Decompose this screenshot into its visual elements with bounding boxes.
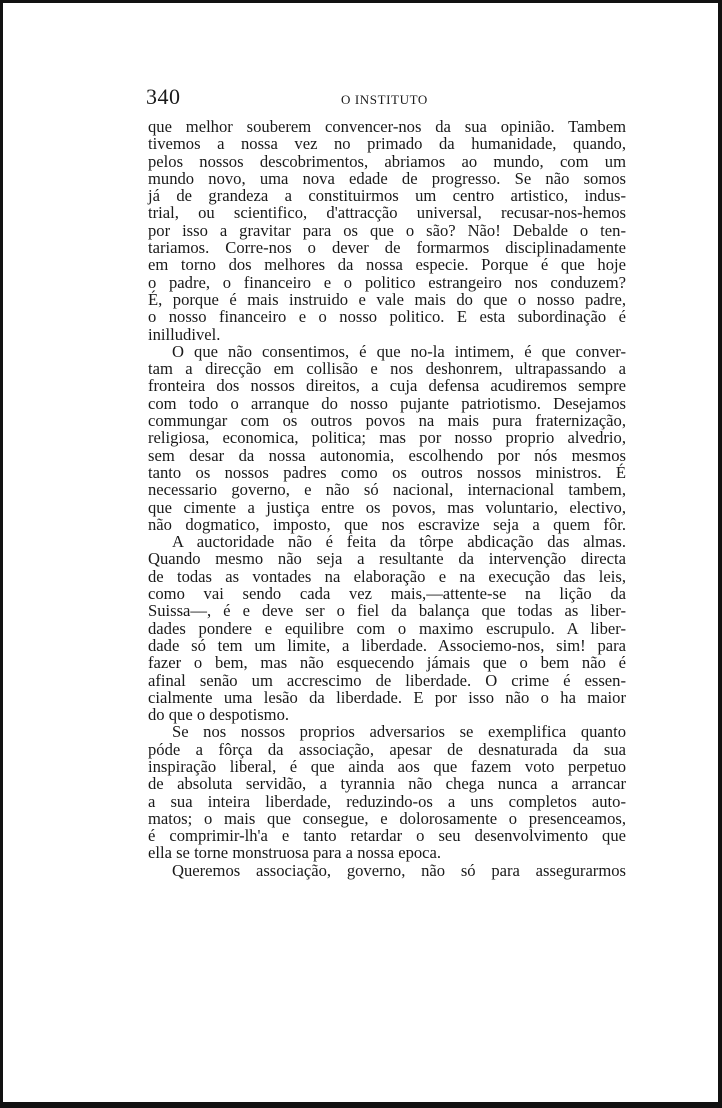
text-line: commungar com os outros povos na mais pura fraternização,	[148, 411, 626, 431]
text-line: inilludivel.	[148, 324, 221, 344]
text-line: de todas as vontades na elaboração e na execução das leis,	[148, 566, 626, 586]
paragraph-start-line: Queremos associação, governo, não só para assegurarmos	[172, 860, 626, 880]
page-number: 340	[146, 84, 181, 109]
text-line: do que o despotismo.	[148, 705, 290, 725]
text-line: inspiração liberal, é que ainda aos que fazem voto perpetuo	[148, 756, 626, 776]
text-line: póde a fôrça da associação, apesar de desnaturada da sua	[148, 739, 626, 759]
text-line: pelos nossos descobrimentos, abriamos ao mundo, com um	[148, 151, 626, 171]
text-line: Suissa—, é e deve ser o fiel da balança que todas as liber-	[148, 601, 626, 621]
text-line: já de grandeza a constituirmos um centro artistico, indus-	[148, 186, 626, 206]
text-line: não dogmatico, imposto, que nos escravize seja a quem fôr.	[148, 514, 626, 534]
text-line: tam a direcção em collisão e nos deshonrem, ultrapassando a	[148, 359, 626, 379]
paragraph-start-line: A auctoridade não é feita da tôrpe abdicação das almas.	[172, 532, 626, 552]
text-line: o padre, o financeiro e o politico estrangeiro nos conduzem?	[148, 272, 626, 292]
text-line: Quando mesmo não seja a resultante da intervenção directa	[148, 549, 626, 569]
text-line: tariamos. Corre-nos o dever de formarmos disciplinadamente	[148, 238, 626, 258]
text-line: fazer o bem, mas não esquecendo jámais que o bem não é	[148, 653, 626, 673]
text-line: é comprimir-lh'a e tanto retardar o seu desenvolvimento que	[148, 826, 626, 846]
text-line: matos; o mais que consegue, e dolorosamente o presenceamos,	[148, 808, 626, 828]
text-line: tivemos a nossa vez no primado da humanidade, quando,	[148, 134, 626, 154]
text-line: ella se torne monstruosa para a nossa epoca.	[148, 843, 442, 863]
running-head: O INSTITUTO	[341, 92, 428, 107]
text-line: fronteira dos nossos direitos, a cuja defensa acudiremos sempre	[148, 376, 626, 396]
paragraph-start-line: Se nos nossos proprios adversarios se exemplifica quanto	[172, 722, 626, 742]
text-line: com todo o arranque do nosso pujante patriotismo. Desejamos	[148, 393, 626, 413]
text-line: que cimente a justiça entre os povos, mas voluntario, electivo,	[148, 497, 626, 517]
text-line: É, porque é mais instruido e vale mais do que o nosso padre,	[148, 289, 626, 309]
text-line: em torno dos melhores da nossa especie. Porque é que hoje	[148, 255, 626, 275]
text-line: religiosa, economica, politica; mas por nosso proprio alvedrio,	[148, 428, 626, 448]
text-line: o nosso financeiro e o nosso politico. E esta subordinação é	[148, 307, 626, 327]
text-line: dade só tem um limite, a liberdade. Associemo-nos, sim! para	[148, 635, 626, 655]
text-line: dades pondere e equilibre com o maximo escrupulo. A liber-	[148, 618, 626, 638]
text-line: por isso a gravitar para os que o são? Não! Debalde o ten-	[148, 220, 626, 240]
text-line: mundo novo, uma nova edade de progresso. Se não somos	[148, 168, 626, 188]
text-line: a sua inteira liberdade, reduzindo-os a uns completos auto-	[148, 791, 626, 811]
text-line: de absoluta servidão, a tyrannia não chega nunca a arrancar	[148, 774, 626, 794]
body-text	[148, 118, 626, 879]
paragraph-start-line: O que não consentimos, é que no-la intimem, é que conver-	[172, 341, 626, 361]
text-line: tanto os nossos padres como os outros nossos ministros. É	[148, 462, 626, 482]
text-line: que melhor souberem convencer-nos da sua opinião. Tambem	[148, 117, 626, 136]
text-line: sem desar da nossa autonomia, escolhendo por nós mesmos	[148, 445, 626, 465]
text-line: cialmente uma lesão da liberdade. E por isso não o ha maior	[148, 687, 626, 707]
text-line: necessario governo, e não só nacional, internacional tambem,	[148, 480, 626, 500]
text-line: trial, ou scientifico, d'attracção universal, recusar-nos-hemos	[148, 203, 626, 223]
text-line: como vai sendo cada vez mais,—attente-se na lição da	[148, 584, 626, 604]
text-line: afinal senão um accrescimo de liberdade. O crime é essen-	[148, 670, 626, 690]
